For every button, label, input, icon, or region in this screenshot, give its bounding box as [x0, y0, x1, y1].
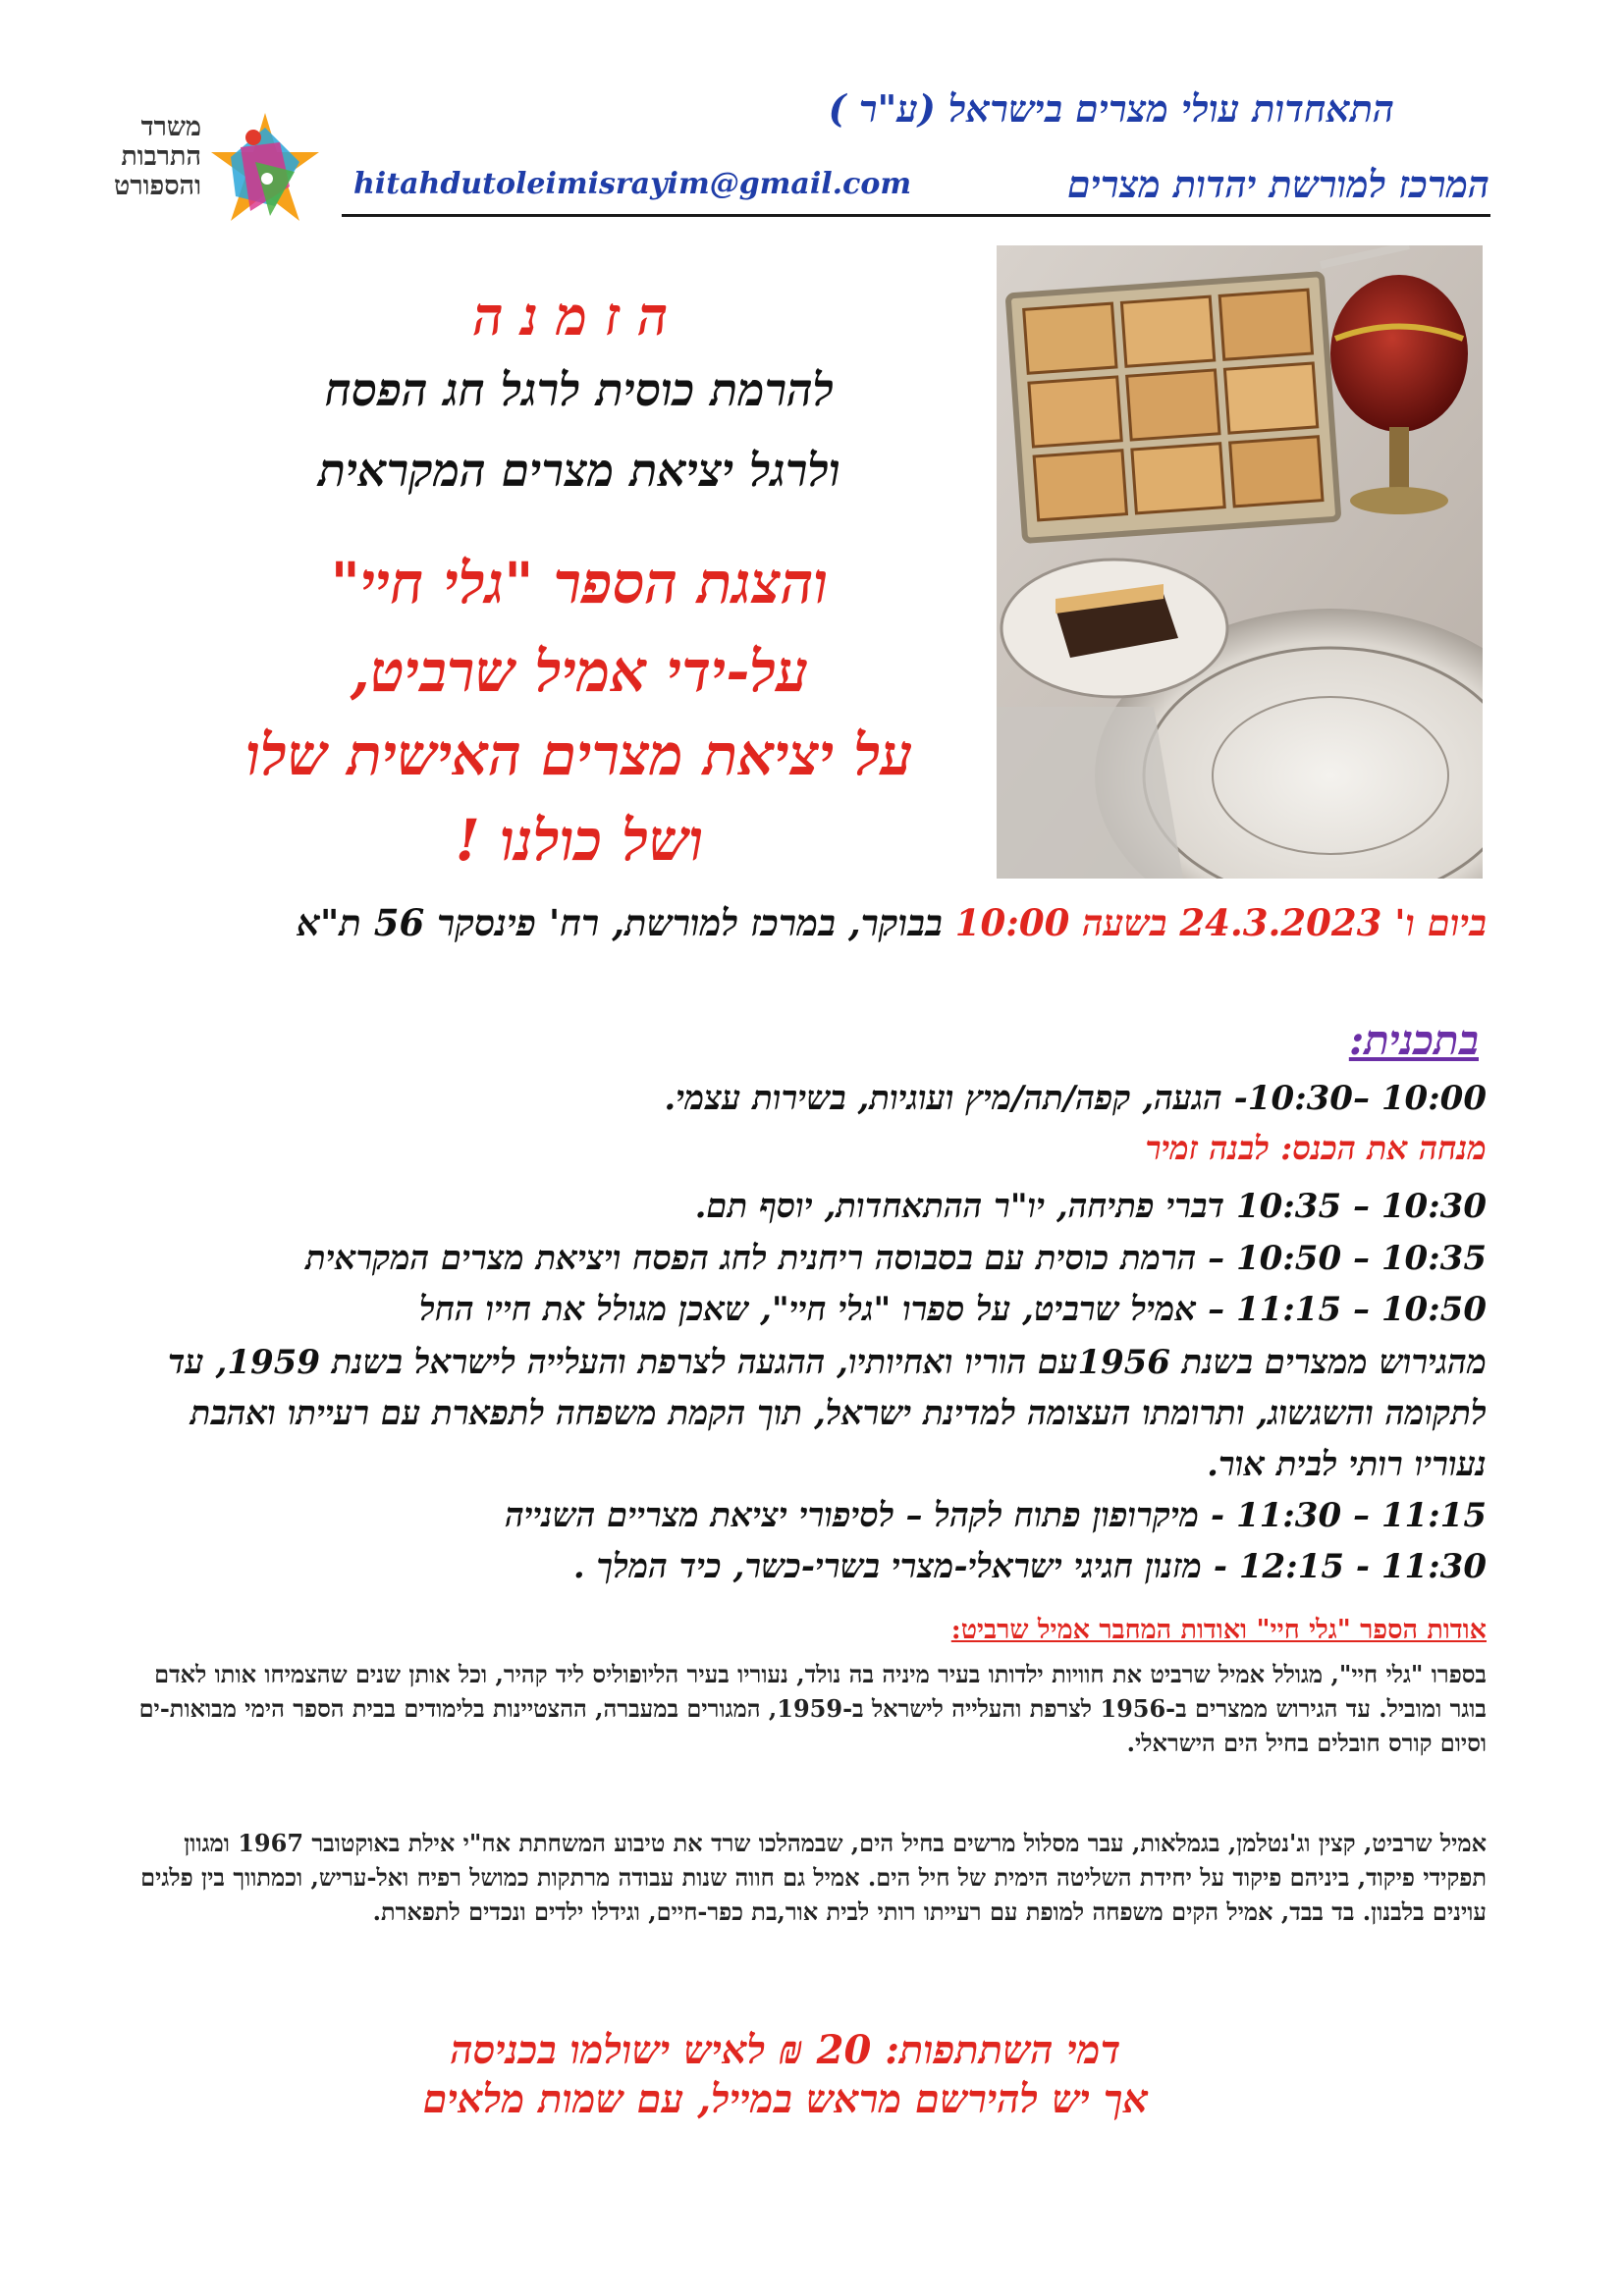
ministry-logo-text: משרד התרבות והספורט	[114, 112, 201, 201]
book-presentation-line-1: והצגת הספר "גלי חיי"	[330, 550, 829, 616]
book-presentation-line-4: ושל כולנו !	[455, 807, 704, 874]
about-paragraph-1: בספרו "גלי חיי", מגולל אמיל שרביט את חוויות ילדותו בעיר מיניה בה נולד, נעוריו בעיר הליופוליס ליד קהיר, וכל אותן שנים שהצמיחו אותו לאדם בוגר ומוביל. עד הגירוש ממצרים ב-1956 לצרפת והעלייה לישראל ב-1959, המגורים במעברה, ההצטיינות בלימודים בבית הספר הימי מבואות-ים וסיום קורס חובלים בחיל הים הישראלי.	[138, 1660, 1487, 1757]
event-time: 10:00	[954, 901, 1070, 944]
program-heading: בתכנית:	[1348, 1016, 1479, 1064]
about-paragraph-2: אמיל שרביט, קצין וג'נטלמן, בגמלאות, עבר מסלול מרשים בחיל הים, שבמהלכו שרד את טיבוע המשחתת אח"י אילת באוקטובר 1967 ומגוון תפקידי פיקוד, ביניהם פיקוד על יחידת השליטה הימית של חיל הים. אמיל גם חווה שנות עבודה מרתקות כמושל רפיח ואל-עריש, וכמתווך בין פלגים עוינים בלבנון. בד בבד, אמיל הקים משפחה למופת עם רעייתו רותי לבית אור,בת כפר-חיים, וגידלו ילדים ונכדים לתפארת.	[140, 1829, 1487, 1926]
event-location: בבוקר, במרכז למורשת, רח' פינסקר 56 ת"א	[297, 901, 955, 944]
time-word: בשעה	[1069, 901, 1180, 944]
program-item: 10:50 – 11:15 – אמיל שרביט, על ספרו "גלי חיי", שאכן מגולל את חייו החל	[419, 1290, 1487, 1329]
invitation-title: הזמנה	[472, 285, 686, 347]
program-item: 11:15 – 11:30 - מיקרופון פתוח לקהל – לסיפורי יציאת מצריים השנייה	[505, 1496, 1487, 1535]
program-item: 10:35 – 10:50 – הרמת כוסית עם בסבוסה ריחנית לחג הפסח ויציאת מצרים המקראית	[305, 1239, 1487, 1278]
host-line: מנחה את הכנס: לבנה זמיר	[1145, 1129, 1487, 1167]
program-item: 10:00 –10:30- הגעה, קפה/תה/מיץ ועוגיות, בשירות עצמי.	[664, 1079, 1487, 1118]
event-date: 24.3.2023	[1179, 901, 1382, 944]
invitation-line-1: להרמת כוסית לרגל חג הפסח	[324, 363, 835, 416]
header-divider	[342, 214, 1490, 217]
book-presentation-line-2: על-ידי אמיל שרביט,	[350, 638, 809, 705]
book-presentation-line-3: על יציאת מצרים האישית שלו	[245, 721, 913, 788]
registration-note: אך יש להירשם מראש במייל, עם שמות מלאים	[422, 2076, 1149, 2122]
program-item-continuation: מהגירוש ממצרים בשנת 1956עם הוריו ואחיותיו, ההגעה לצרפת והעלייה לישראל בשנת 1959, עד לתקומה והשגשוג, ותרומתו העצומה למדינת ישראל, תוך הקמת משפחה לתפארת עם רעייתו ואהבת נעוריו רותי לבית אור.	[167, 1343, 1487, 1484]
passover-table-photo	[997, 245, 1483, 879]
organization-subtitle: המרכז למורשת יהדות מצרים	[1067, 162, 1489, 206]
ministry-star-logo	[206, 108, 324, 236]
program-item: 10:30 – 10:35 דברי פתיחה, יו"ר ההתאחדות, יוסף תם.	[694, 1187, 1487, 1226]
event-date-location	[132, 898, 1487, 947]
date-prefix: ביום ו'	[1381, 901, 1487, 944]
participation-fee: דמי השתתפות: 20 ₪ לאיש ישולמו בכניסה	[450, 2027, 1121, 2073]
program-item: 11:30 - 12:15 - מזנון חגיגי ישראלי-מצרי בשרי-כשר, כיד המלך .	[572, 1547, 1487, 1586]
about-heading: אודות הספר "גלי חיי" ואודות המחבר אמיל שרביט:	[950, 1615, 1487, 1645]
contact-email[interactable]: hitahdutoleimisrayim@gmail.com	[353, 167, 912, 201]
organization-title: התאחדות עולי מצרים בישראל (ע"ר )	[828, 86, 1394, 131]
invitation-line-2: ולרגל יציאת מצרים המקראית	[318, 444, 840, 497]
